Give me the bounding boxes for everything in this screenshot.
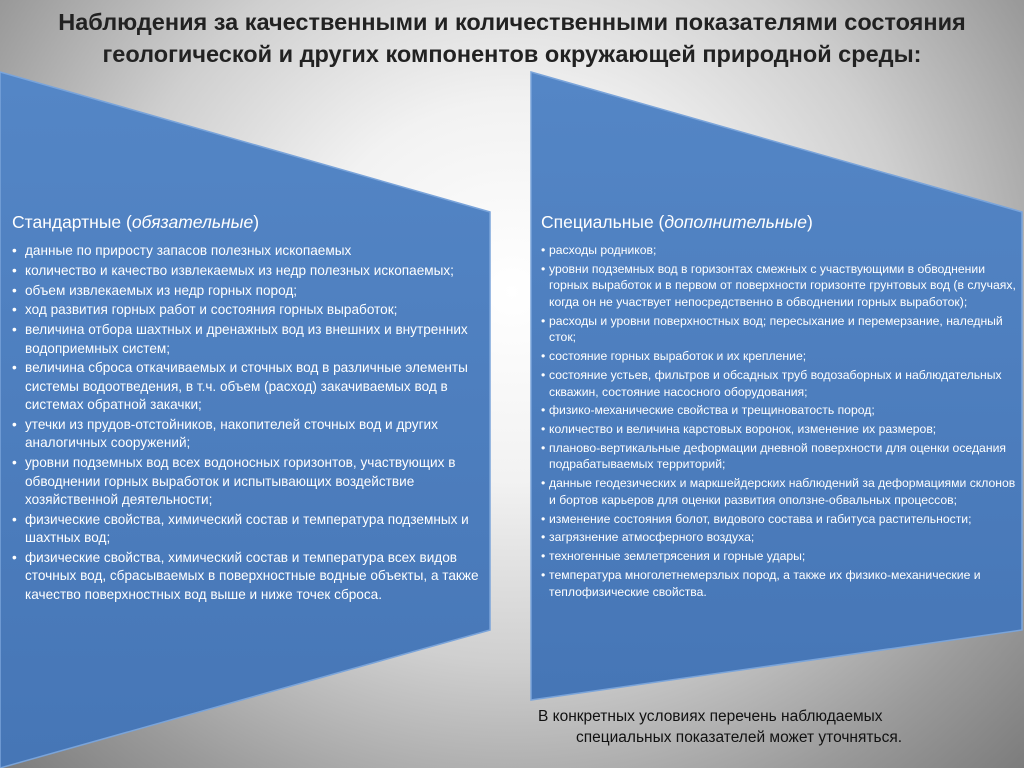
list-item	[541, 242, 1016, 259]
list-item-text: данные по приросту запасов полезных ископаемых	[25, 243, 352, 258]
left-heading-emphasis: обязательные	[131, 212, 254, 232]
list-item-text: утечки из прудов-отстойников, накопителей сточных вод и других аналогичных сооружений;	[25, 417, 438, 451]
list-item-text: расходы и уровни поверхностных вод; пересыхание и перемерзание, наледный сток;	[549, 313, 1003, 345]
list-item	[541, 475, 1016, 508]
right-panel-list	[541, 242, 1016, 600]
list-item-text: уровни подземных вод в горизонтах смежных с участвующими в обводнении горных выработок и в первом от поверхности горизонте грунтовых вод (в случаях, когда он не участвует непосредственно в обводнении горных выработок);	[549, 261, 1016, 309]
list-item	[12, 321, 482, 358]
list-item	[12, 359, 482, 414]
list-item-text: техногенные землетрясения и горные удары;	[549, 549, 806, 564]
list-item-text: уровни подземных вод всех водоносных горизонтов, участвующих в обводнении горных выработок и испытывающих воздействие хозяйственной деятельности;	[25, 455, 456, 508]
left-panel	[12, 210, 482, 606]
list-item	[12, 416, 482, 453]
bullet-marker: •	[541, 567, 546, 582]
left-heading-prefix: Стандартные (	[12, 212, 132, 232]
left-heading-suffix: )	[253, 212, 260, 232]
list-item	[12, 301, 482, 319]
bullet-marker: •	[541, 530, 546, 545]
list-item	[12, 549, 482, 604]
slide-title-line-2: геологической и других компонентов окружающей природной среды:	[102, 41, 922, 67]
list-item	[541, 367, 1016, 400]
bullet-marker: •	[541, 261, 546, 276]
list-item	[541, 440, 1016, 473]
bullet-marker: •	[541, 422, 546, 437]
list-item-text: величина отбора шахтных и дренажных вод из внешних и внутренних водоприемных систем;	[25, 322, 468, 356]
bullet-marker: •	[12, 417, 17, 432]
list-item	[12, 242, 482, 260]
list-item	[541, 348, 1016, 365]
footer-note-line-1: В конкретных условиях перечень наблюдаемых	[538, 708, 883, 725]
list-item-text: расходы родников;	[549, 243, 657, 257]
list-item-text: ход развития горных работ и состояния горных выработок;	[25, 302, 398, 318]
list-item	[541, 567, 1016, 600]
list-item	[12, 454, 482, 509]
bullet-marker: •	[12, 511, 17, 527]
list-item	[541, 261, 1016, 311]
bullet-marker: •	[541, 511, 546, 526]
bullet-marker: •	[541, 549, 546, 564]
bullet-marker: •	[541, 349, 546, 364]
bullet-marker: •	[541, 243, 546, 257]
bullet-marker: •	[541, 440, 546, 455]
left-panel-list	[12, 242, 482, 604]
footer-note-line-2: специальных показателей может уточняться.	[576, 729, 903, 746]
list-item-text: загрязнение атмосферного воздуха;	[549, 530, 755, 545]
bullet-marker: •	[12, 243, 17, 258]
list-item-text: физические свойства, химический состав и температура подземных и шахтных вод;	[25, 511, 469, 546]
list-item-text: количество и величина карстовых воронок, изменение их размеров;	[549, 422, 937, 437]
slide-title-line-1: Наблюдения за качественными и количественными показателями состояния	[58, 9, 966, 35]
list-item	[541, 421, 1016, 438]
list-item	[12, 282, 482, 300]
footer-note	[538, 706, 978, 748]
list-item	[541, 313, 1016, 346]
right-heading-emphasis: дополнительные	[664, 212, 808, 232]
right-heading-suffix: )	[807, 212, 813, 232]
right-heading-prefix: Специальные (	[541, 212, 665, 232]
bullet-marker: •	[541, 476, 546, 491]
list-item-text: физические свойства, химический состав и температура всех видов сточных вод, сбрасываемых в поверхностные водные объекты, а также качество поверхностных вод выше и ниже точек сброса.	[25, 550, 479, 602]
bullet-marker: •	[541, 403, 546, 418]
list-item-text: состояние устьев, фильтров и обсадных труб водозаборных и наблюдательных скважин, состояние насосного оборудования;	[549, 367, 1002, 399]
bullet-marker: •	[12, 282, 17, 298]
right-panel	[541, 210, 1016, 602]
bullet-marker: •	[541, 367, 546, 382]
bullet-marker: •	[541, 313, 546, 328]
list-item-text: изменение состояния болот, видового состава и габитуса растительности;	[549, 511, 972, 526]
bullet-marker: •	[12, 302, 17, 318]
list-item-text: физико-механические свойства и трещиноватость пород;	[549, 403, 875, 418]
bullet-marker: •	[12, 262, 17, 278]
list-item	[541, 511, 1016, 528]
list-item-text: величина сброса откачиваемых и сточных вод в различные элементы системы водоотведения, в т.ч. объем (расход) закачиваемых вод в системах обратной закачки;	[25, 360, 468, 413]
list-item	[541, 548, 1016, 565]
bullet-marker: •	[12, 360, 17, 376]
list-item-text: состояние горных выработок и их крепление;	[549, 349, 807, 364]
list-item-text: объем извлекаемых из недр горных пород;	[25, 282, 298, 298]
bullet-marker: •	[12, 455, 17, 471]
right-panel-heading	[541, 210, 1016, 234]
list-item-text: количество и качество извлекаемых из недр полезных ископаемых;	[25, 262, 454, 278]
bullet-marker: •	[12, 550, 17, 566]
list-item	[12, 262, 482, 280]
bullet-marker: •	[12, 322, 17, 338]
left-panel-heading	[12, 210, 482, 234]
list-item	[541, 529, 1016, 546]
list-item-text: данные геодезических и маркшейдерских наблюдений за деформациями склонов и бортов карьеров для оценки развития оползне-обвальных процессов;	[549, 476, 1016, 507]
list-item	[541, 402, 1016, 419]
list-item-text: температура многолетнемерзлых пород, а также их физико-механические и теплофизические свойства.	[549, 567, 981, 599]
list-item-text: планово-вертикальные деформации дневной поверхности для оценки оседания подрабатываемых территорий;	[549, 440, 1006, 472]
list-item	[12, 511, 482, 548]
